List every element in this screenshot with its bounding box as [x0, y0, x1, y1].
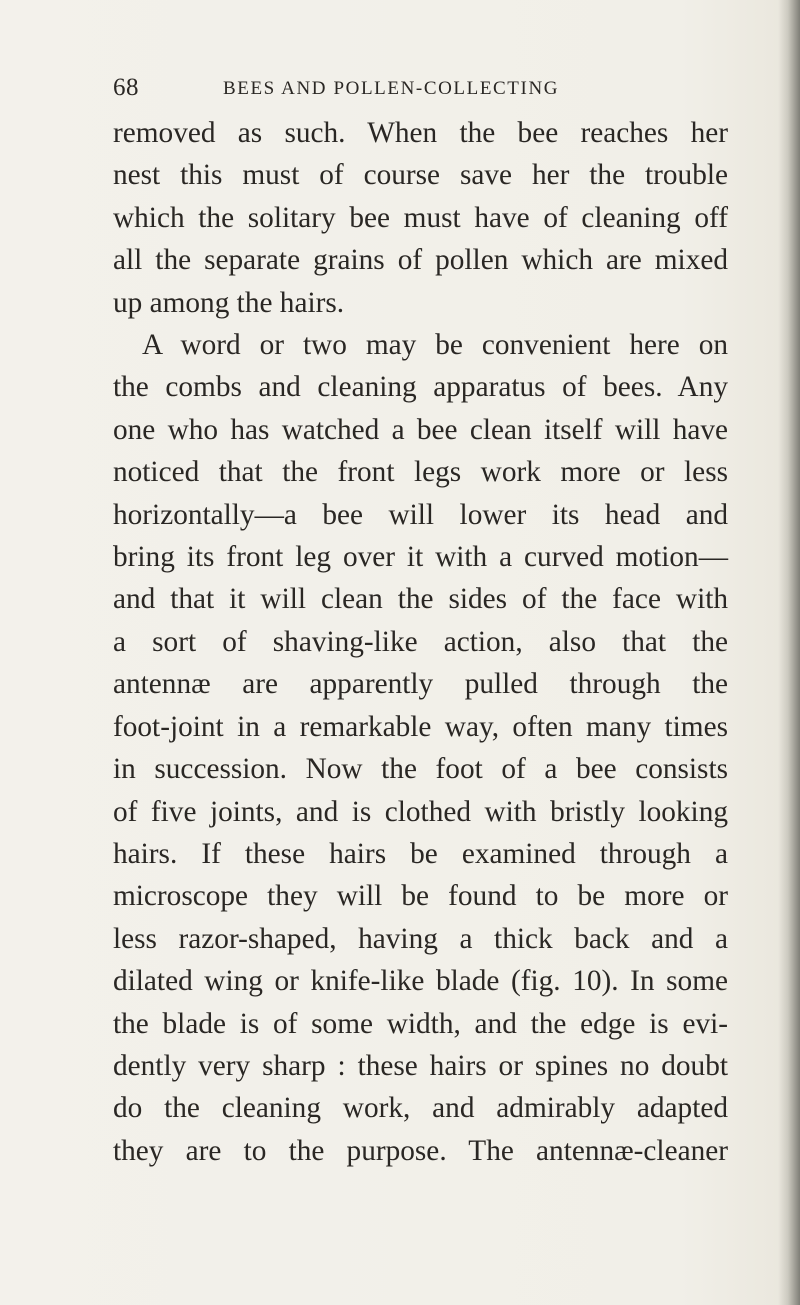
text-line: dently very sharp : these hairs or spines no doubt [113, 1049, 728, 1082]
text-line: microscope they will be found to be more or [113, 880, 728, 913]
text-line: noticed that the front legs work more or less [113, 456, 728, 489]
text-line: hairs. If these hairs be examined through a [113, 837, 728, 870]
text-line: bring its front leg over it with a curved motion— [113, 541, 728, 574]
text-line: removed as such. When the bee reaches her [113, 117, 728, 149]
page-number: 68 [113, 74, 139, 101]
text-line: and that it will clean the sides of the face with [113, 583, 728, 616]
text-line: in succession. Now the foot of a bee consists [113, 753, 728, 786]
running-title: BEES AND POLLEN-COLLECTING [223, 78, 560, 99]
text-line: of five joints, and is clothed with bristly looking [113, 795, 728, 828]
text-line: the blade is of some width, and the edge is evi- [113, 1007, 728, 1040]
text-line: less razor-shaped, having a thick back and a [113, 922, 728, 955]
text-line: dilated wing or knife-like blade (fig. 10). In some [113, 965, 728, 998]
text-line: the combs and cleaning apparatus of bees. Any [113, 371, 728, 404]
text-line: foot-joint in a remarkable way, often many times [113, 710, 728, 743]
text-line: A word or two may be convenient here on [142, 329, 728, 362]
page-header [113, 74, 673, 110]
page-edge-shadow [778, 0, 800, 1305]
text-line: one who has watched a bee clean itself will have [113, 413, 728, 446]
text-line: horizontally—a bee will lower its head and [113, 498, 728, 531]
text-line: a sort of shaving-like action, also that the [113, 625, 728, 658]
text-line: do the cleaning work, and admirably adapted [113, 1092, 728, 1125]
text-line: up among the hairs. [113, 286, 345, 319]
body-text [113, 112, 728, 1172]
text-line: antennæ are apparently pulled through the [113, 668, 728, 701]
text-line: they are to the purpose. The antennæ-cleaner [113, 1134, 728, 1167]
text-line: which the solitary bee must have of cleaning off [113, 201, 728, 234]
text-line: nest this must of course save her the trouble [113, 159, 728, 192]
text-line: all the separate grains of pollen which are mixed [113, 244, 728, 277]
